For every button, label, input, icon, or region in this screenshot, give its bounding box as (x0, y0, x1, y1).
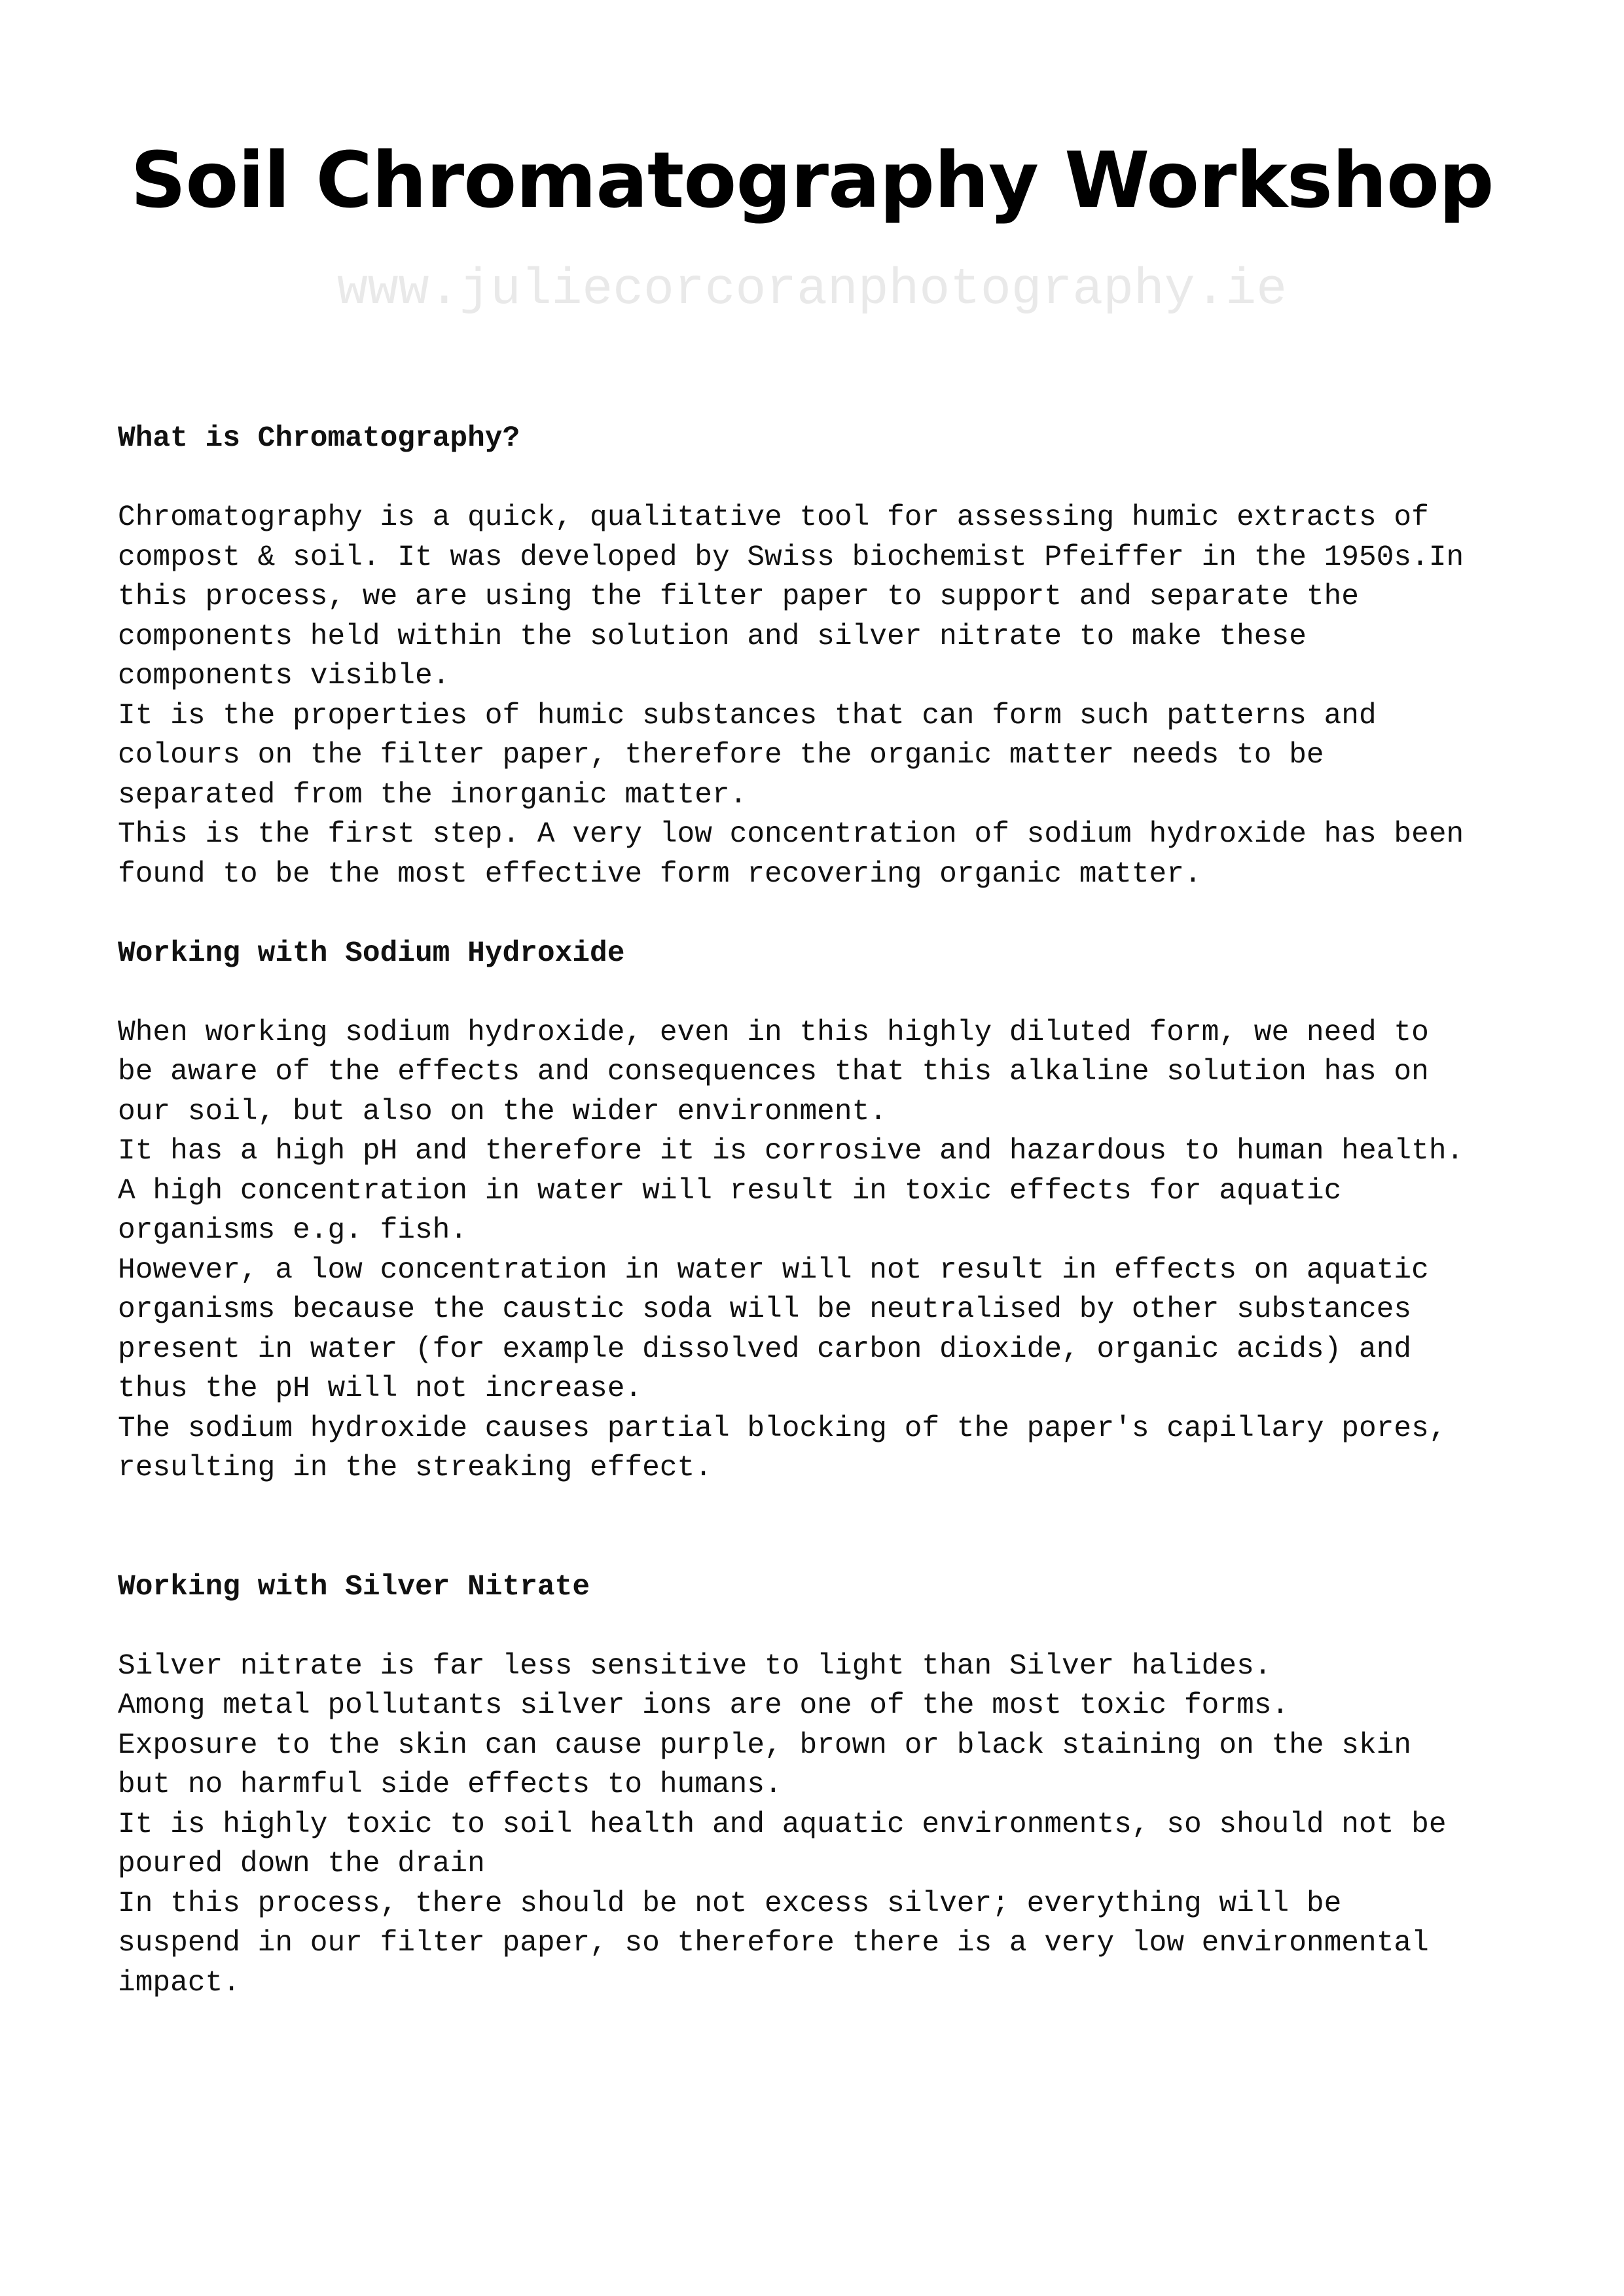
paragraph-line: When working sodium hydroxide, even in this highly diluted form, we need to (118, 1016, 1429, 1049)
paragraph-line: found to be the most effective form recovering organic matter. (118, 857, 1202, 891)
paragraph-line: be aware of the effects and consequences that this alkaline solution has on (118, 1056, 1429, 1088)
paragraph-line: Chromatography is a quick, qualitative tool for assessing humic extracts of (118, 501, 1429, 534)
paragraph-line: poured down the drain (118, 1848, 485, 1880)
paragraph-line: It is highly toxic to soil health and aquatic environments, so should not be (118, 1808, 1447, 1841)
paragraph-line: However, a low concentration in water will not result in effects on aquatic (118, 1253, 1429, 1287)
paragraph-line: compost & soil. It was developed by Swiss biochemist Pfeiffer in the 1950s.In (118, 541, 1464, 574)
paragraph-line: This is the first step. A very low concentration of sodium hydroxide has been (118, 818, 1464, 851)
paragraph-line: impact. (118, 1966, 240, 2000)
section-what-is-chromatography (118, 419, 1525, 894)
paragraph-line: separated from the inorganic matter. (118, 778, 748, 812)
section-sodium-hydroxide (118, 934, 1525, 1488)
paragraph-line: this process, we are using the filter paper to support and separate the (118, 581, 1360, 613)
paragraph-line: A high concentration in water will result in toxic effects for aquatic (118, 1174, 1342, 1208)
paragraph-line: but no harmful side effects to humans. (118, 1768, 782, 1801)
document-body (118, 419, 1525, 2003)
paragraph-line: It has a high pH and therefore it is corrosive and hazardous to human health. (118, 1135, 1464, 1168)
paragraph-line: organisms e.g. fish. (118, 1214, 468, 1247)
paragraph-line: our soil, but also on the wider environment. (118, 1095, 887, 1128)
paragraph-line: Silver nitrate is far less sensitive to light than Silver halides. (118, 1649, 1272, 1683)
section-heading: Working with Sodium Hydroxide (118, 937, 625, 970)
section-heading: Working with Silver Nitrate (118, 1570, 590, 1604)
section-silver-nitrate (118, 1568, 1525, 2003)
document-title: Soil Chromatography Workshop (130, 135, 1494, 225)
paragraph-line: present in water (for example dissolved carbon dioxide, organic acids) and (118, 1333, 1412, 1366)
paragraph-line: suspend in our filter paper, so therefore there is a very low environmental (118, 1927, 1429, 1960)
paragraph-line: The sodium hydroxide causes partial blocking of the paper's capillary pores, (118, 1412, 1447, 1445)
paragraph-line: It is the properties of humic substances that can form such patterns and (118, 699, 1377, 732)
paragraph-line: resulting in the streaking effect. (118, 1452, 712, 1484)
website-watermark: www.juliecorcoranphotography.ie (336, 261, 1288, 319)
paragraph-line: Among metal pollutants silver ions are one of the most toxic forms. (118, 1689, 1290, 1722)
paragraph-line: components held within the solution and silver nitrate to make these (118, 620, 1307, 653)
paragraph-line: In this process, there should be not excess silver; everything will be (118, 1887, 1342, 1920)
paragraph-line: thus the pH will not increase. (118, 1372, 643, 1405)
paragraph-line: components visible. (118, 660, 450, 692)
paragraph-line: colours on the filter paper, therefore the organic matter needs to be (118, 739, 1324, 772)
section-heading: What is Chromatography? (118, 422, 520, 455)
paragraph-line: organisms because the caustic soda will be neutralised by other substances (118, 1293, 1412, 1326)
paragraph-line: Exposure to the skin can cause purple, brown or black staining on the skin (118, 1729, 1412, 1762)
